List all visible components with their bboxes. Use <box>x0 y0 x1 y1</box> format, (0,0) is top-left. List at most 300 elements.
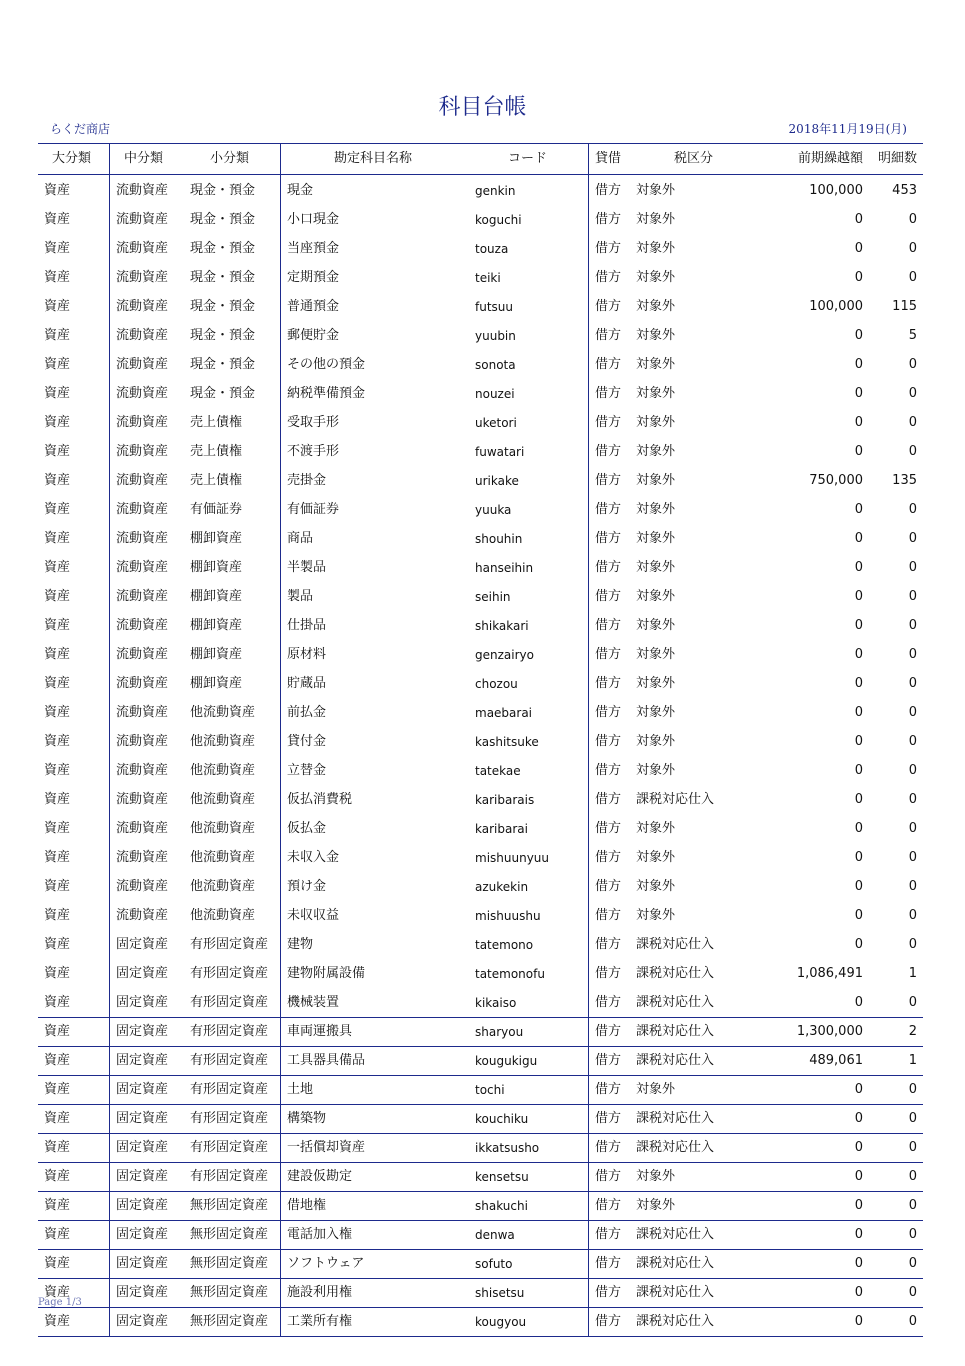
cell-chu: 固定資産 <box>116 1285 169 1300</box>
cell-dai: 資産 <box>44 241 71 256</box>
cell-tax: 対象外 <box>636 444 676 459</box>
cell-tax: 対象外 <box>636 212 676 227</box>
cell-tax: 対象外 <box>636 299 676 314</box>
cell-dai: 資産 <box>44 618 71 633</box>
cell-amount: 100,000 <box>809 299 863 314</box>
cell-name: 半製品 <box>287 560 327 575</box>
cell-name: 前払金 <box>287 705 327 720</box>
cell-dai: 資産 <box>44 995 71 1010</box>
cell-code: shisetsu <box>475 1286 525 1300</box>
cell-code: azukekin <box>475 880 529 894</box>
cell-code: mishuunyuu <box>475 851 550 865</box>
cell-dai: 資産 <box>44 647 71 662</box>
table-row <box>38 351 923 380</box>
cell-code: teiki <box>475 271 501 285</box>
cell-dai: 資産 <box>44 879 71 894</box>
cell-sho: 現金・預金 <box>190 241 256 256</box>
cell-code: shikakari <box>475 619 529 633</box>
table-row <box>38 989 923 1018</box>
cell-chu: 固定資産 <box>116 1053 169 1068</box>
cell-chu: 固定資産 <box>116 1140 169 1155</box>
cell-tax: 対象外 <box>636 560 676 575</box>
cell-taishaku: 借方 <box>595 1140 622 1155</box>
cell-name: 納税準備預金 <box>287 386 366 401</box>
cell-amount: 0 <box>854 328 863 343</box>
cell-code: seihin <box>475 590 511 604</box>
cell-sho: 現金・預金 <box>190 212 256 227</box>
cell-taishaku: 借方 <box>595 1169 622 1184</box>
cell-count: 0 <box>908 618 917 633</box>
cell-code: touza <box>475 242 509 256</box>
cell-tax: 対象外 <box>636 676 676 691</box>
cell-tax: 対象外 <box>636 705 676 720</box>
cell-code: mishuushu <box>475 909 541 923</box>
table-row <box>38 1076 923 1105</box>
cell-taishaku: 借方 <box>595 357 622 372</box>
cell-count: 0 <box>908 879 917 894</box>
cell-code: kouchiku <box>475 1112 529 1126</box>
cell-dai: 資産 <box>44 1227 71 1242</box>
cell-chu: 流動資産 <box>116 705 169 720</box>
cell-chu: 流動資産 <box>116 212 169 227</box>
cell-sho: 無形固定資産 <box>190 1285 269 1300</box>
table-row <box>38 467 923 496</box>
cell-code: karibarai <box>475 822 528 836</box>
cell-chu: 流動資産 <box>116 879 169 894</box>
cell-chu: 流動資産 <box>116 183 169 198</box>
cell-dai: 資産 <box>44 328 71 343</box>
cell-sho: 有形固定資産 <box>190 995 269 1010</box>
table-row <box>38 960 923 989</box>
cell-chu: 固定資産 <box>116 1314 169 1329</box>
cell-taishaku: 借方 <box>595 1082 622 1097</box>
cell-sho: 他流動資産 <box>190 734 256 749</box>
cell-taishaku: 借方 <box>595 270 622 285</box>
cell-code: futsuu <box>475 300 513 314</box>
cell-dai: 資産 <box>44 734 71 749</box>
cell-code: koguchi <box>475 213 522 227</box>
table-row <box>38 1105 923 1134</box>
cell-count: 0 <box>908 908 917 923</box>
table-row <box>38 612 923 641</box>
cell-dai: 資産 <box>44 1198 71 1213</box>
cell-taishaku: 借方 <box>595 212 622 227</box>
cell-amount: 489,061 <box>809 1053 863 1068</box>
cell-name: 有価証券 <box>287 502 340 517</box>
cell-amount: 0 <box>854 1256 863 1271</box>
cell-amount: 0 <box>854 415 863 430</box>
cell-sho: 他流動資産 <box>190 792 256 807</box>
cell-dai: 資産 <box>44 386 71 401</box>
cell-name: 工業所有権 <box>287 1314 353 1329</box>
cell-name: 建物 <box>287 937 314 952</box>
cell-amount: 0 <box>854 1169 863 1184</box>
cell-dai: 資産 <box>44 1314 71 1329</box>
table-row <box>38 1047 923 1076</box>
table-row <box>38 496 923 525</box>
cell-amount: 0 <box>854 1082 863 1097</box>
cell-count: 0 <box>908 415 917 430</box>
cell-count: 135 <box>892 473 917 488</box>
page-title: 科目台帳 <box>438 95 527 120</box>
cell-amount: 0 <box>854 734 863 749</box>
table-row <box>38 554 923 583</box>
cell-chu: 流動資産 <box>116 589 169 604</box>
cell-dai: 資産 <box>44 560 71 575</box>
header-sho: 小分類 <box>210 151 250 166</box>
cell-dai: 資産 <box>44 589 71 604</box>
cell-tax: 対象外 <box>636 1082 676 1097</box>
cell-tax: 対象外 <box>636 270 676 285</box>
cell-name: 不渡手形 <box>287 444 340 459</box>
cell-taishaku: 借方 <box>595 531 622 546</box>
table-row <box>38 1308 923 1337</box>
cell-amount: 750,000 <box>809 473 863 488</box>
table-row <box>38 583 923 612</box>
cell-name: 受取手形 <box>287 415 340 430</box>
cell-sho: 有形固定資産 <box>190 1082 269 1097</box>
cell-chu: 流動資産 <box>116 792 169 807</box>
cell-sho: 現金・預金 <box>190 270 256 285</box>
cell-name: 普通預金 <box>287 299 340 314</box>
cell-count: 0 <box>908 850 917 865</box>
cell-sho: 売上債権 <box>190 444 243 459</box>
cell-code: shouhin <box>475 532 523 546</box>
cell-sho: 有形固定資産 <box>190 966 269 981</box>
cell-chu: 流動資産 <box>116 908 169 923</box>
cell-dai: 資産 <box>44 705 71 720</box>
cell-amount: 0 <box>854 1111 863 1126</box>
cell-code: kougukigu <box>475 1054 538 1068</box>
table-row <box>38 1192 923 1221</box>
cell-tax: 課税対応仕入 <box>636 1053 715 1068</box>
cell-taishaku: 借方 <box>595 705 622 720</box>
cell-sho: 棚卸資産 <box>190 676 243 691</box>
cell-code: denwa <box>475 1228 515 1242</box>
cell-sho: 棚卸資産 <box>190 618 243 633</box>
cell-tax: 課税対応仕入 <box>636 1140 715 1155</box>
cell-tax: 課税対応仕入 <box>636 937 715 952</box>
cell-tax: 対象外 <box>636 502 676 517</box>
cell-dai: 資産 <box>44 937 71 952</box>
cell-count: 2 <box>908 1024 917 1039</box>
cell-dai: 資産 <box>44 966 71 981</box>
cell-taishaku: 借方 <box>595 589 622 604</box>
cell-dai: 資産 <box>44 1285 71 1300</box>
cell-chu: 流動資産 <box>116 502 169 517</box>
ledger-table <box>38 143 923 1337</box>
cell-amount: 0 <box>854 444 863 459</box>
header-chu: 中分類 <box>124 151 164 166</box>
cell-count: 0 <box>908 1285 917 1300</box>
cell-sho: 有形固定資産 <box>190 937 269 952</box>
cell-sho: 有形固定資産 <box>190 1111 269 1126</box>
cell-dai: 資産 <box>44 531 71 546</box>
cell-taishaku: 借方 <box>595 821 622 836</box>
page-number: Page 1/3 <box>38 1297 82 1308</box>
cell-dai: 資産 <box>44 502 71 517</box>
cell-taishaku: 借方 <box>595 1256 622 1271</box>
cell-amount: 0 <box>854 502 863 517</box>
cell-count: 0 <box>908 1169 917 1184</box>
cell-amount: 0 <box>854 763 863 778</box>
cell-chu: 固定資産 <box>116 1169 169 1184</box>
cell-sho: 無形固定資産 <box>190 1198 269 1213</box>
cell-taishaku: 借方 <box>595 647 622 662</box>
cell-sho: 棚卸資産 <box>190 560 243 575</box>
cell-chu: 固定資産 <box>116 1256 169 1271</box>
header-count: 明細数 <box>877 151 917 166</box>
cell-count: 0 <box>908 647 917 662</box>
cell-count: 0 <box>908 386 917 401</box>
cell-taishaku: 借方 <box>595 734 622 749</box>
cell-tax: 課税対応仕入 <box>636 1227 715 1242</box>
cell-chu: 流動資産 <box>116 415 169 430</box>
report-date: 2018年11月19日(月) <box>788 122 907 136</box>
cell-taishaku: 借方 <box>595 415 622 430</box>
cell-count: 0 <box>908 1256 917 1271</box>
cell-count: 0 <box>908 1140 917 1155</box>
cell-amount: 0 <box>854 821 863 836</box>
cell-code: genkin <box>475 184 516 198</box>
cell-sho: 有形固定資産 <box>190 1140 269 1155</box>
cell-code: urikake <box>475 474 519 488</box>
cell-code: genzairyo <box>475 648 534 662</box>
cell-code: nouzei <box>475 387 515 401</box>
cell-chu: 流動資産 <box>116 444 169 459</box>
cell-name: 定期預金 <box>287 270 340 285</box>
cell-dai: 資産 <box>44 850 71 865</box>
cell-count: 0 <box>908 1198 917 1213</box>
cell-code: sharyou <box>475 1025 524 1039</box>
cell-name: ソフトウェア <box>287 1256 365 1271</box>
cell-count: 0 <box>908 937 917 952</box>
cell-name: 車両運搬具 <box>287 1024 353 1039</box>
cell-taishaku: 借方 <box>595 502 622 517</box>
cell-sho: 無形固定資産 <box>190 1227 269 1242</box>
table-row <box>38 380 923 409</box>
cell-count: 0 <box>908 792 917 807</box>
cell-dai: 資産 <box>44 908 71 923</box>
cell-count: 0 <box>908 821 917 836</box>
cell-sho: 無形固定資産 <box>190 1256 269 1271</box>
table-row <box>38 699 923 728</box>
table-row <box>38 844 923 873</box>
cell-taishaku: 借方 <box>595 473 622 488</box>
cell-tax: 課税対応仕入 <box>636 1024 715 1039</box>
cell-code: tatemonofu <box>475 967 545 981</box>
cell-name: 仮払金 <box>287 821 327 836</box>
cell-chu: 固定資産 <box>116 1024 169 1039</box>
cell-taishaku: 借方 <box>595 966 622 981</box>
cell-code: tatemono <box>475 938 534 952</box>
cell-sho: 有形固定資産 <box>190 1024 269 1039</box>
table-row <box>38 873 923 902</box>
cell-chu: 固定資産 <box>116 937 169 952</box>
cell-dai: 資産 <box>44 212 71 227</box>
cell-name: 仮払消費税 <box>287 792 353 807</box>
cell-chu: 固定資産 <box>116 1082 169 1097</box>
cell-dai: 資産 <box>44 270 71 285</box>
cell-tax: 課税対応仕入 <box>636 1111 715 1126</box>
cell-chu: 流動資産 <box>116 328 169 343</box>
cell-tax: 課税対応仕入 <box>636 1256 715 1271</box>
table-row <box>38 264 923 293</box>
cell-count: 0 <box>908 589 917 604</box>
cell-count: 0 <box>908 270 917 285</box>
cell-sho: 現金・預金 <box>190 357 256 372</box>
cell-tax: 対象外 <box>636 734 676 749</box>
cell-sho: 現金・預金 <box>190 386 256 401</box>
cell-taishaku: 借方 <box>595 1227 622 1242</box>
cell-sho: 他流動資産 <box>190 821 256 836</box>
cell-name: 商品 <box>287 531 314 546</box>
table-row <box>38 728 923 757</box>
cell-chu: 流動資産 <box>116 647 169 662</box>
cell-code: kensetsu <box>475 1170 529 1184</box>
cell-name: 預け金 <box>287 879 327 894</box>
table-body <box>38 177 923 1337</box>
cell-count: 5 <box>908 328 917 343</box>
cell-taishaku: 借方 <box>595 560 622 575</box>
cell-dai: 資産 <box>44 1024 71 1039</box>
header-amount: 前期繰越額 <box>797 151 863 166</box>
cell-chu: 流動資産 <box>116 763 169 778</box>
cell-amount: 0 <box>854 676 863 691</box>
cell-sho: 他流動資産 <box>190 763 256 778</box>
cell-chu: 流動資産 <box>116 676 169 691</box>
cell-chu: 固定資産 <box>116 1198 169 1213</box>
cell-count: 1 <box>908 966 917 981</box>
cell-taishaku: 借方 <box>595 1111 622 1126</box>
cell-amount: 0 <box>854 589 863 604</box>
table-row <box>38 1134 923 1163</box>
cell-chu: 流動資産 <box>116 299 169 314</box>
cell-sho: 現金・預金 <box>190 328 256 343</box>
cell-name: 貯蔵品 <box>287 676 327 691</box>
cell-tax: 対象外 <box>636 821 676 836</box>
cell-count: 0 <box>908 560 917 575</box>
cell-code: ikkatsusho <box>475 1141 540 1155</box>
cell-name: 施設利用権 <box>287 1285 353 1300</box>
cell-code: maebarai <box>475 706 533 720</box>
cell-count: 0 <box>908 502 917 517</box>
cell-taishaku: 借方 <box>595 908 622 923</box>
cell-dai: 資産 <box>44 299 71 314</box>
cell-count: 1 <box>908 1053 917 1068</box>
cell-sho: 他流動資産 <box>190 908 256 923</box>
cell-tax: 対象外 <box>636 647 676 662</box>
cell-name: 工具器具備品 <box>287 1053 366 1068</box>
cell-count: 0 <box>908 241 917 256</box>
cell-code: kougyou <box>475 1315 527 1329</box>
cell-count: 0 <box>908 1111 917 1126</box>
cell-sho: 有価証券 <box>190 502 243 517</box>
cell-amount: 0 <box>854 241 863 256</box>
table-row <box>38 786 923 815</box>
cell-amount: 0 <box>854 705 863 720</box>
cell-taishaku: 借方 <box>595 995 622 1010</box>
cell-tax: 対象外 <box>636 589 676 604</box>
company-name: らくだ商店 <box>50 122 111 136</box>
table-row <box>38 235 923 264</box>
header-code: コード <box>508 151 548 166</box>
cell-code: sonota <box>475 358 516 372</box>
cell-dai: 資産 <box>44 444 71 459</box>
table-row <box>38 438 923 467</box>
cell-code: uketori <box>475 416 517 430</box>
cell-name: 借地権 <box>287 1198 327 1213</box>
cell-taishaku: 借方 <box>595 763 622 778</box>
cell-taishaku: 借方 <box>595 850 622 865</box>
cell-code: fuwatari <box>475 445 525 459</box>
cell-name: 建設仮勘定 <box>287 1169 353 1184</box>
column-divider <box>588 143 589 1337</box>
table-row <box>38 525 923 554</box>
cell-name: 原材料 <box>287 647 327 662</box>
cell-amount: 0 <box>854 879 863 894</box>
cell-amount: 0 <box>854 618 863 633</box>
cell-sho: 他流動資産 <box>190 850 256 865</box>
cell-tax: 課税対応仕入 <box>636 995 715 1010</box>
cell-amount: 100,000 <box>809 183 863 198</box>
cell-name: 郵便貯金 <box>287 328 340 343</box>
cell-sho: 他流動資産 <box>190 879 256 894</box>
table-row <box>38 641 923 670</box>
cell-amount: 0 <box>854 908 863 923</box>
cell-dai: 資産 <box>44 1256 71 1271</box>
cell-name: 立替金 <box>287 763 327 778</box>
cell-chu: 流動資産 <box>116 821 169 836</box>
cell-name: 土地 <box>287 1082 314 1097</box>
cell-tax: 対象外 <box>636 357 676 372</box>
cell-dai: 資産 <box>44 357 71 372</box>
table-row <box>38 902 923 931</box>
cell-chu: 固定資産 <box>116 995 169 1010</box>
cell-dai: 資産 <box>44 1111 71 1126</box>
cell-taishaku: 借方 <box>595 1053 622 1068</box>
cell-taishaku: 借方 <box>595 183 622 198</box>
cell-chu: 流動資産 <box>116 560 169 575</box>
cell-amount: 0 <box>854 647 863 662</box>
cell-sho: 売上債権 <box>190 415 243 430</box>
cell-taishaku: 借方 <box>595 1285 622 1300</box>
cell-code: shakuchi <box>475 1199 528 1213</box>
table-row <box>38 931 923 960</box>
cell-chu: 固定資産 <box>116 1227 169 1242</box>
cell-dai: 資産 <box>44 1140 71 1155</box>
cell-count: 0 <box>908 676 917 691</box>
cell-amount: 0 <box>854 1285 863 1300</box>
cell-count: 0 <box>908 995 917 1010</box>
cell-amount: 0 <box>854 1198 863 1213</box>
cell-tax: 対象外 <box>636 908 676 923</box>
cell-dai: 資産 <box>44 415 71 430</box>
header-tax: 税区分 <box>674 151 714 166</box>
cell-name: 仕掛品 <box>287 618 327 633</box>
cell-amount: 0 <box>854 792 863 807</box>
cell-amount: 0 <box>854 1227 863 1242</box>
cell-amount: 1,300,000 <box>796 1024 863 1039</box>
cell-taishaku: 借方 <box>595 937 622 952</box>
cell-taishaku: 借方 <box>595 444 622 459</box>
cell-count: 0 <box>908 1314 917 1329</box>
cell-count: 0 <box>908 734 917 749</box>
cell-name: 製品 <box>287 589 314 604</box>
column-divider <box>109 143 110 1337</box>
cell-taishaku: 借方 <box>595 241 622 256</box>
cell-amount: 0 <box>854 560 863 575</box>
